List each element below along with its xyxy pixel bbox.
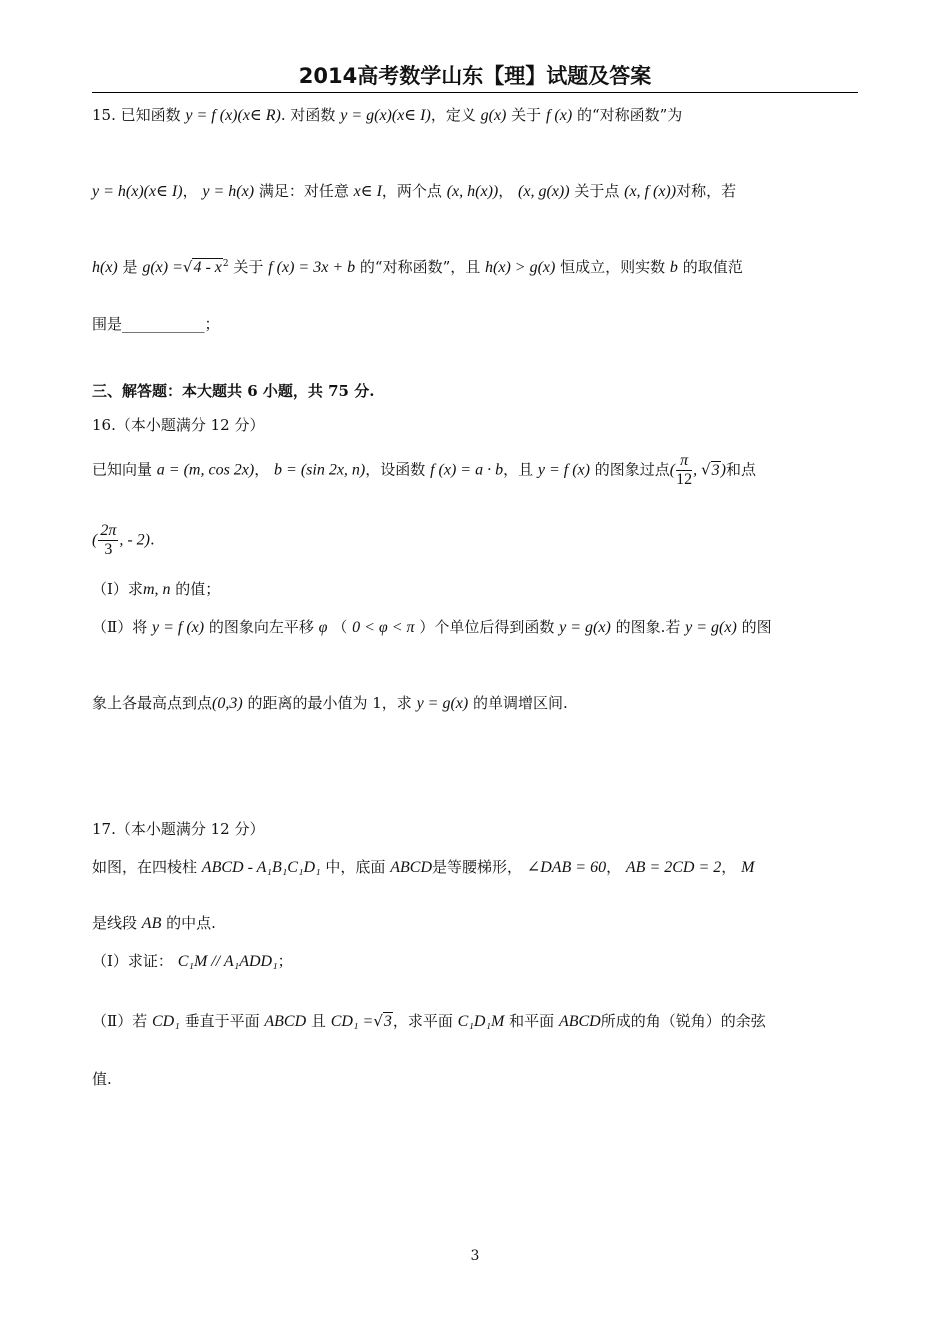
fraction-2pi-3: $\frac{2\pi}{3}$ [100, 522, 117, 558]
q15-line-1: 15. 已知函数 y = f (x)(x∈ R). 对函数 y = g(x)(x∈ I)，定义 g(x) 关于 f (x) 的“对称函数”为 [92, 106, 683, 124]
q17-line-2: 是线段 AB 的中点. [92, 914, 216, 932]
q15-line-4: 围是___________； [92, 315, 220, 333]
fraction-pi-12: $\frac{\pi}{12}$ [676, 452, 693, 488]
q17-heading: 17.（本小题满分 12 分） [92, 820, 265, 838]
q15-line-3: h(x) 是 $g(x) =√4 - x^2$ 关于 f (x) = 3x + b 的“对称函数”，且 h(x) > g(x) 恒成立，则实数 b 的取值范 [92, 258, 743, 276]
q17-part-1: （Ⅰ）求证： C₁M // A₁ADD₁； [92, 952, 293, 970]
page-title: 2014高考数学山东【理】试题及答案 [298, 64, 652, 88]
answer-blank: ___________ [122, 315, 205, 333]
q16-part-2-cont: 象上各最高点到点(0,3) 的距离的最小值为 1，求 y = g(x) 的单调增区间. [92, 694, 568, 712]
section-3-title: 三、解答题：本大题共 6 小题，共 75 分. [92, 382, 375, 400]
q17-line-1: 如图，在四棱柱 ABCD - A₁B₁C₁D₁ 中，底面 ABCD是等腰梯形， ∠DAB = 60， AB = 2CD = 2， M [92, 858, 755, 876]
header-divider [92, 92, 858, 93]
q16-part-2: （Ⅱ）将 y = f (x) 的图象向左平移 φ （ 0 < φ < π ）个单位后得到函数 y = g(x) 的图象.若 y = g(x) 的图 [92, 618, 772, 636]
q16-line-2: ( $\frac{2\pi}{3}$ , - 2). [92, 522, 155, 558]
q17-part-2-cont: 值. [92, 1070, 112, 1088]
q16-heading: 16.（本小题满分 12 分） [92, 416, 265, 434]
q16-line-1: 已知向量 a = (m, cos 2x)， b = (sin 2x, n)，设函数 f (x) = a · b，且 y = f (x) 的图象过点( $\frac{\pi}{12}$ , √3)和点 [92, 452, 756, 488]
page-number: 3 [470, 1248, 480, 1264]
q16-part-1: （Ⅰ）求m, n 的值； [92, 580, 221, 598]
q17-part-2: （Ⅱ）若 CD₁ 垂直于平面 ABCD 且 CD₁ =√3，求平面 C₁D₁M 和平面 ABCD所成的角（锐角）的余弦 [92, 1012, 766, 1030]
q15-line-2: y = h(x)(x∈ I)， y = h(x) 满足：对任意 x∈ I，两个点 (x, h(x))， (x, g(x)) 关于点 (x, f (x))对称，若 [92, 182, 737, 200]
